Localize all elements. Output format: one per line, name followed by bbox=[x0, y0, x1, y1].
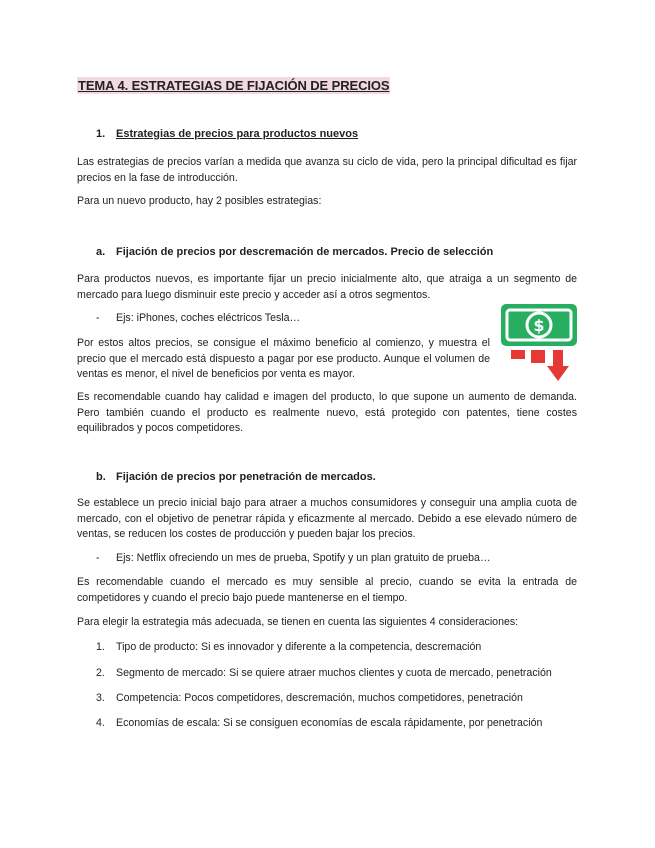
list-number: 1. bbox=[96, 641, 105, 653]
paragraph-b-2: Es recomendable cuando el mercado es muy sensible al precio, cuando se evita la entrada de competidores y cuando el precio bajo puede mantenerse en el tiempo. bbox=[77, 576, 577, 604]
dollar-sign-icon: $ bbox=[533, 316, 545, 335]
subsection-heading-text: Fijación de precios por descremación de mercados. Precio de selección bbox=[116, 246, 494, 258]
list-text: Economías de escala: Si se consiguen economías de escala rápidamente, por penetración bbox=[116, 717, 543, 729]
list-text: Segmento de mercado: Si se quiere atraer muchos clientes y cuota de mercado, penetración bbox=[116, 667, 552, 679]
bullet-dash: - bbox=[96, 312, 100, 324]
subsection-letter: b. bbox=[96, 471, 106, 483]
consideration-item bbox=[96, 641, 481, 653]
list-number: 3. bbox=[96, 692, 105, 704]
consideration-item bbox=[96, 667, 552, 679]
consideration-item bbox=[96, 717, 542, 729]
list-number: 2. bbox=[96, 667, 105, 679]
paragraph-a-1: Para productos nuevos, es importante fijar un precio inicialmente alto, que atraiga a un segmento de mercado para luego disminuir este precio y acceder así a otros segmentos. bbox=[77, 273, 577, 301]
section-number: 1. bbox=[96, 128, 106, 140]
list-number: 4. bbox=[96, 717, 105, 729]
paragraph-a-2: Por estos altos precios, se consigue el máximo beneficio al comienzo, y muestra el precio que el mercado está dispuesto a pagar por ese producto. Aunque el volumen de ventas es menor, el nivel de beneficios por venta es mayor. bbox=[77, 337, 490, 380]
bullet-dash: - bbox=[96, 552, 100, 564]
subsection-heading-a bbox=[96, 246, 493, 258]
subsection-heading-text: Fijación de precios por penetración de mercados. bbox=[116, 471, 376, 483]
drop-bar-1 bbox=[511, 350, 525, 359]
considerations-intro: Para elegir la estrategia más adecuada, se tienen en cuenta las siguientes 4 consideraciones: bbox=[77, 616, 519, 628]
intro-paragraph-1: Las estrategias de precios varían a medida que avanza su ciclo de vida, pero la principal dificultad es fijar precios en la fase de introducción. bbox=[77, 156, 577, 184]
section-heading-1 bbox=[96, 128, 358, 140]
intro-paragraph-2: Para un nuevo producto, hay 2 posibles estrategias: bbox=[77, 195, 322, 207]
consideration-item bbox=[96, 692, 523, 704]
paragraph-a-3: Es recomendable cuando hay calidad e imagen del producto, lo que supone un aumento de demanda. Pero también cuando el producto es realmente nuevo, está protegido con patentes, tiene costes equilibrados y pocos competidores. bbox=[77, 391, 577, 434]
bullet-text: Ejs: Netflix ofreciendo un mes de prueba, Spotify y un plan gratuito de prueba… bbox=[116, 552, 491, 564]
list-text: Competencia: Pocos competidores, descremación, muchos competidores, penetración bbox=[116, 692, 523, 704]
subsection-letter: a. bbox=[96, 246, 106, 258]
drop-bar-2 bbox=[531, 350, 545, 363]
section-heading-text: Estrategias de precios para productos nuevos bbox=[116, 128, 359, 140]
bullet-text: Ejs: iPhones, coches eléctricos Tesla… bbox=[116, 312, 301, 324]
bullet-item-b bbox=[96, 552, 491, 564]
arrow-shaft bbox=[553, 350, 563, 366]
down-arrow-icon bbox=[547, 366, 569, 381]
subsection-heading-b bbox=[96, 471, 376, 483]
page-title: TEMA 4. ESTRATEGIAS DE FIJACIÓN DE PRECIOS bbox=[78, 78, 390, 93]
bullet-item-a bbox=[96, 312, 300, 324]
list-text: Tipo de producto: Si es innovador y diferente a la competencia, descremación bbox=[116, 641, 482, 653]
paragraph-b-1: Se establece un precio inicial bajo para atraer a muchos consumidores y conseguir una amplia cuota de mercado, con el objetivo de penetrar rápida y eficazmente al mercado. Debido a ese elevado número de ventas, se reducen los costes de producción y pueden bajar los precios. bbox=[77, 497, 577, 540]
price-drop-money-icon bbox=[500, 301, 580, 385]
